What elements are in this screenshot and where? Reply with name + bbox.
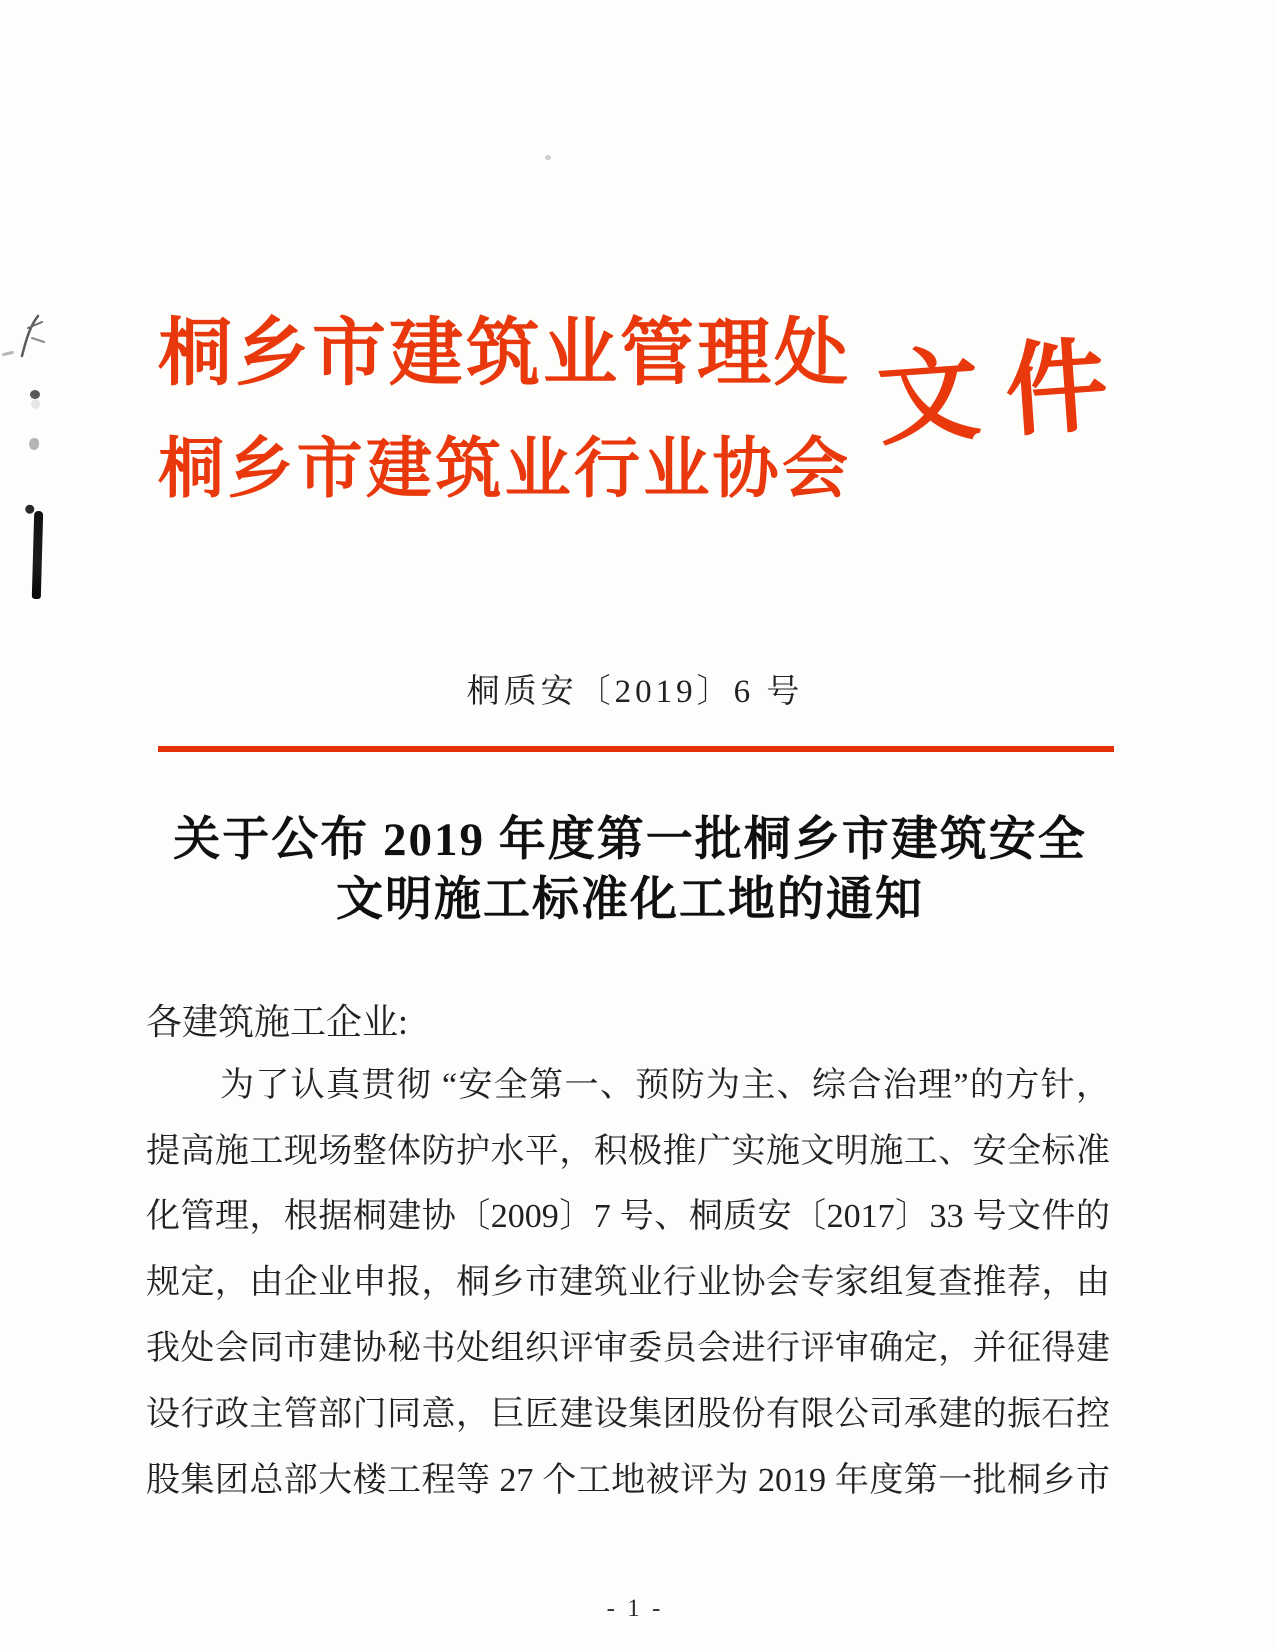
body-paragraph-line: 我处会同市建协秘书处组织评审委员会进行评审确定，并征得建 <box>146 1330 1110 1367</box>
scan-artifact-dash <box>2 351 14 357</box>
letterhead-agency-line-1: 桐乡市建筑业管理处 <box>158 313 848 395</box>
document-title <box>0 810 1260 930</box>
letterhead-doc-type-label: 文件 <box>874 328 1138 459</box>
body-salutation: 各建筑施工企业: <box>146 1002 409 1042</box>
scan-artifact-speck <box>545 155 551 160</box>
page-number: - 1 - <box>606 1595 664 1622</box>
red-divider-rule <box>158 746 1114 752</box>
body-paragraph-line: 股集团总部大楼工程等 27 个工地被评为 2019 年度第一批桐乡市 <box>146 1462 1110 1499</box>
body-paragraph-line: 为了认真贯彻 “安全第一、预防为主、综合治理”的方针， <box>220 1067 1110 1104</box>
scan-artifact-dot <box>29 438 39 450</box>
body-paragraph-line: 提高施工现场整体防护水平，积极推广实施文明施工、安全标准 <box>146 1133 1110 1170</box>
letterhead-agency-line-2: 桐乡市建筑业行业协会 <box>158 433 848 506</box>
scan-artifact-dot <box>30 390 40 399</box>
scan-artifact-ink-stroke <box>32 511 43 599</box>
body-paragraph-line: 设行政主管部门同意，巨匠建设集团股份有限公司承建的振石控 <box>146 1396 1110 1433</box>
document-title-line-1: 关于公布 2019 年度第一批桐乡市建筑安全 <box>173 814 1087 866</box>
body-paragraph-line: 化管理，根据桐建协〔2009〕7 号、桐质安〔2017〕33 号文件的 <box>146 1198 1110 1235</box>
document-title-line-2: 文明施工标准化工地的通知 <box>336 874 924 926</box>
body-paragraph-line: 规定，由企业申报，桐乡市建筑业行业协会专家组复查推荐，由 <box>146 1264 1110 1301</box>
scan-artifact-squiggle <box>16 312 50 358</box>
document-number: 桐质安〔2019〕6 号 <box>466 674 804 710</box>
